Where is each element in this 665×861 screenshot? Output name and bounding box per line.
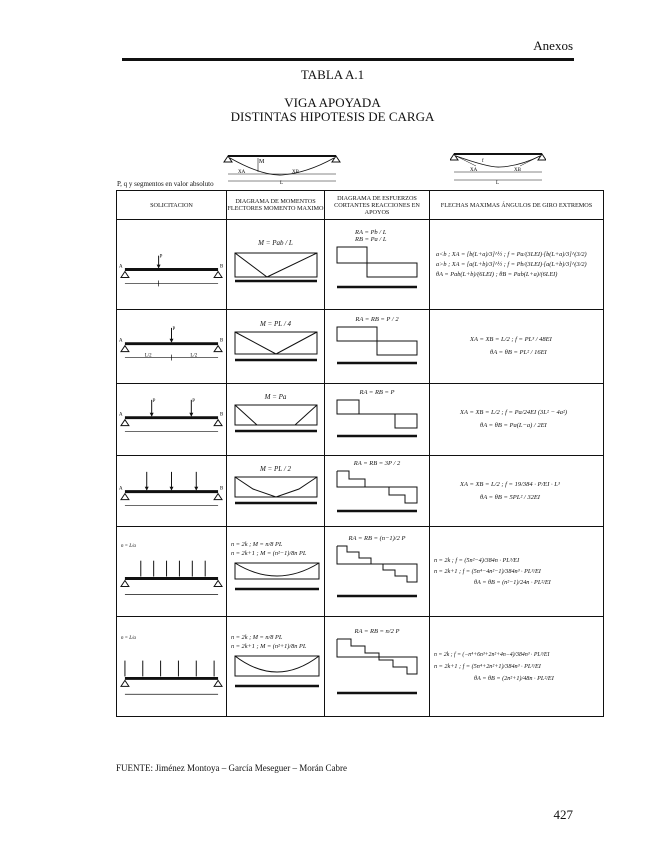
moment-diagram-curve <box>231 652 323 696</box>
shear-diagram <box>325 243 430 295</box>
center-point-load-icon <box>117 310 226 382</box>
svg-text:B: B <box>220 412 224 418</box>
svg-text:B: B <box>220 338 224 344</box>
shear-formula: RA = RB = P <box>359 389 395 397</box>
moment-formula: n = 2k+1 ; M = (n²−1)/8n PL <box>231 550 307 558</box>
moment-diagram-triangle <box>227 247 325 287</box>
table-row <box>117 617 604 717</box>
deflection-formula: n = 2k+1 ; f = (5n⁴−4n²−1)/384n³ · PL³/EI <box>434 568 541 576</box>
header-rule <box>122 58 574 61</box>
deflection-formula: θA = θB = (2n²+1)/48n · PL²/EI <box>474 674 554 682</box>
deflection-formula: XA = XB = L/2 ; f = Pa/24EI (3L² − 4a²) <box>460 409 568 417</box>
reference-beam-moment-figure <box>222 148 342 186</box>
moment-formula: M = Pa <box>264 392 287 401</box>
moment-cell <box>227 383 325 455</box>
load-diagram <box>117 220 227 310</box>
col-header-shear: DIAGRAMA DE ESFUERZOS CORTANTES REACCIONES EN APOYOS <box>325 191 430 220</box>
deflection-formula: a>b ; XA = [a(L+b)/3]^½ ; f = Pb/(3LEI)·[a(L+b)/3]^(3/2) <box>436 261 587 269</box>
shear-cell <box>325 310 430 383</box>
load-diagram <box>117 617 227 717</box>
svg-text:B: B <box>220 486 224 492</box>
table-header-row <box>117 191 604 220</box>
deflection-formula: n = 2k+1 ; f = (5n⁴+2n²+1)/384n³ · PL³/EI <box>434 662 541 670</box>
deflection-formula: θA = θB = 5PL² / 32EI <box>480 494 540 502</box>
moment-cell <box>227 220 325 310</box>
source-citation: FUENTE: Jiménez Montoya – García Meseguer – Morán Cabre <box>116 763 347 773</box>
shear-formula: RB = Pa / L <box>355 236 387 244</box>
units-note: P, q y segmentos en valor absoluto <box>117 180 214 188</box>
deflection-cell <box>430 455 604 526</box>
eccentric-point-load-icon <box>117 220 226 309</box>
svg-text:P: P <box>192 398 196 404</box>
shear-formula: RA = RB = (n−1)/2 P <box>348 534 406 542</box>
moment-diagram-polygon <box>227 473 325 513</box>
section-header: Anexos <box>533 38 573 53</box>
shear-cell <box>325 383 430 455</box>
svg-text:P: P <box>159 254 163 260</box>
load-diagram <box>117 455 227 526</box>
svg-text:P: P <box>172 326 176 332</box>
deflection-cell <box>430 617 604 717</box>
svg-text:XA: XA <box>470 168 478 173</box>
deflection-cell <box>430 383 604 455</box>
shear-diagram-stepped <box>325 635 430 701</box>
moment-cell <box>227 617 325 717</box>
svg-text:B: B <box>220 264 224 270</box>
deflection-formula: a<b ; XA = [b(L+a)/3]^½ ; f = Pa/(3LEI)·[b(L+a)/3]^(3/2) <box>436 251 587 259</box>
shear-diagram <box>325 396 430 444</box>
deflection-cell <box>430 527 604 617</box>
deflection-formula: θA = θB = Pa(L−a) / 2EI <box>480 422 547 430</box>
table-row <box>117 455 604 526</box>
deflection-formula: θA = θB = PL² / 16EI <box>490 349 547 357</box>
load-diagram <box>117 310 227 383</box>
subtitle-1: VIGA APOYADA <box>284 95 381 110</box>
moment-formula: n = 2k ; M = n/8 PL <box>231 634 283 642</box>
shear-cell <box>325 617 430 717</box>
svg-text:n = L/a: n = L/a <box>120 544 136 550</box>
svg-text:XB: XB <box>514 168 521 173</box>
svg-text:L: L <box>280 181 284 186</box>
shear-diagram-stepped <box>325 542 430 604</box>
moment-formula: n = 2k+1 ; M = (n²+1)/8n PL <box>231 643 307 651</box>
svg-text:L: L <box>496 181 500 186</box>
moment-formula: M = PL / 2 <box>259 464 292 473</box>
shear-cell <box>325 527 430 617</box>
svg-text:f: f <box>482 159 484 164</box>
shear-formula: RA = RB = n/2 P <box>354 627 400 635</box>
moment-cell <box>227 527 325 617</box>
subtitle-2: DISTINTAS HIPOTESIS DE CARGA <box>230 109 435 124</box>
table-row <box>117 310 604 383</box>
deflection-formula: θA = Pab(L+b)/(6LEI) ; θB = Pab(L+a)/(6LEI) <box>436 271 558 279</box>
moment-diagram-trapezoid <box>227 401 325 441</box>
table-row <box>117 527 604 617</box>
load-diagram <box>117 527 227 617</box>
moment-diagram-triangle <box>227 328 325 368</box>
svg-text:XA: XA <box>238 170 246 175</box>
shear-cell <box>325 220 430 310</box>
deflection-cell <box>430 310 604 383</box>
svg-text:A: A <box>118 264 123 270</box>
load-diagram <box>117 383 227 455</box>
beam-load-table <box>116 190 604 717</box>
col-header-deflection: FLECHAS MAXIMAS ÁNGULOS DE GIRO EXTREMOS <box>430 191 604 220</box>
shear-diagram-stepped <box>325 467 430 517</box>
svg-text:M: M <box>259 159 265 165</box>
deflection-formula: n = 2k ; f = (−n⁴+6n³+2n²+4n−4)/384n³ · PL³/EI <box>434 651 550 658</box>
n-point-loads-offset-icon <box>117 617 226 716</box>
svg-text:A: A <box>118 338 123 344</box>
reference-beam-deflection-figure <box>450 146 546 186</box>
moment-cell <box>227 455 325 526</box>
svg-text:L/2: L/2 <box>190 353 198 359</box>
moment-diagram-curve <box>231 559 323 599</box>
deflection-formula: n = 2k ; f = (5n²−4)/384n · PL³/EI <box>434 557 520 565</box>
moment-cell <box>227 310 325 383</box>
col-header-load: SOLICITACION <box>117 191 227 220</box>
svg-text:L/2: L/2 <box>144 353 152 359</box>
moment-formula: M = Pab / L <box>258 239 293 248</box>
shear-formula: RA = RB = P / 2 <box>355 316 399 324</box>
deflection-formula: XA = XB = L/2 ; f = PL³ / 48EI <box>470 336 552 344</box>
shear-formula: RA = RB = 3P / 2 <box>353 460 401 468</box>
shear-formula: RA = Pb / L <box>355 229 387 237</box>
col-header-moment: DIAGRAMA DE MOMENTOS FLECTORES MOMENTO MAXIMO <box>227 191 325 220</box>
three-point-loads-icon <box>117 456 226 526</box>
deflection-formula: XA = XB = L/2 ; f = 19/384 · P/EI · L³ <box>460 481 560 489</box>
moment-formula: n = 2k ; M = n/8 PL <box>231 541 283 549</box>
svg-text:n = L/a: n = L/a <box>120 636 136 642</box>
page-number: 427 <box>553 807 573 822</box>
svg-text:A: A <box>118 412 123 418</box>
deflection-cell <box>430 220 604 310</box>
two-point-loads-icon <box>117 384 226 455</box>
n-point-loads-icon <box>117 527 226 616</box>
table-row <box>117 220 604 310</box>
table-row <box>117 383 604 455</box>
svg-text:A: A <box>118 486 123 492</box>
shear-diagram <box>325 323 430 371</box>
shear-cell <box>325 455 430 526</box>
svg-text:P: P <box>152 398 156 404</box>
table-title: TABLA A.1 <box>300 67 365 82</box>
svg-text:XB: XB <box>292 170 299 175</box>
moment-formula: M = PL / 4 <box>259 319 292 328</box>
deflection-formula: θA = θB = (n²−1)/24n · PL²/EI <box>474 579 551 587</box>
